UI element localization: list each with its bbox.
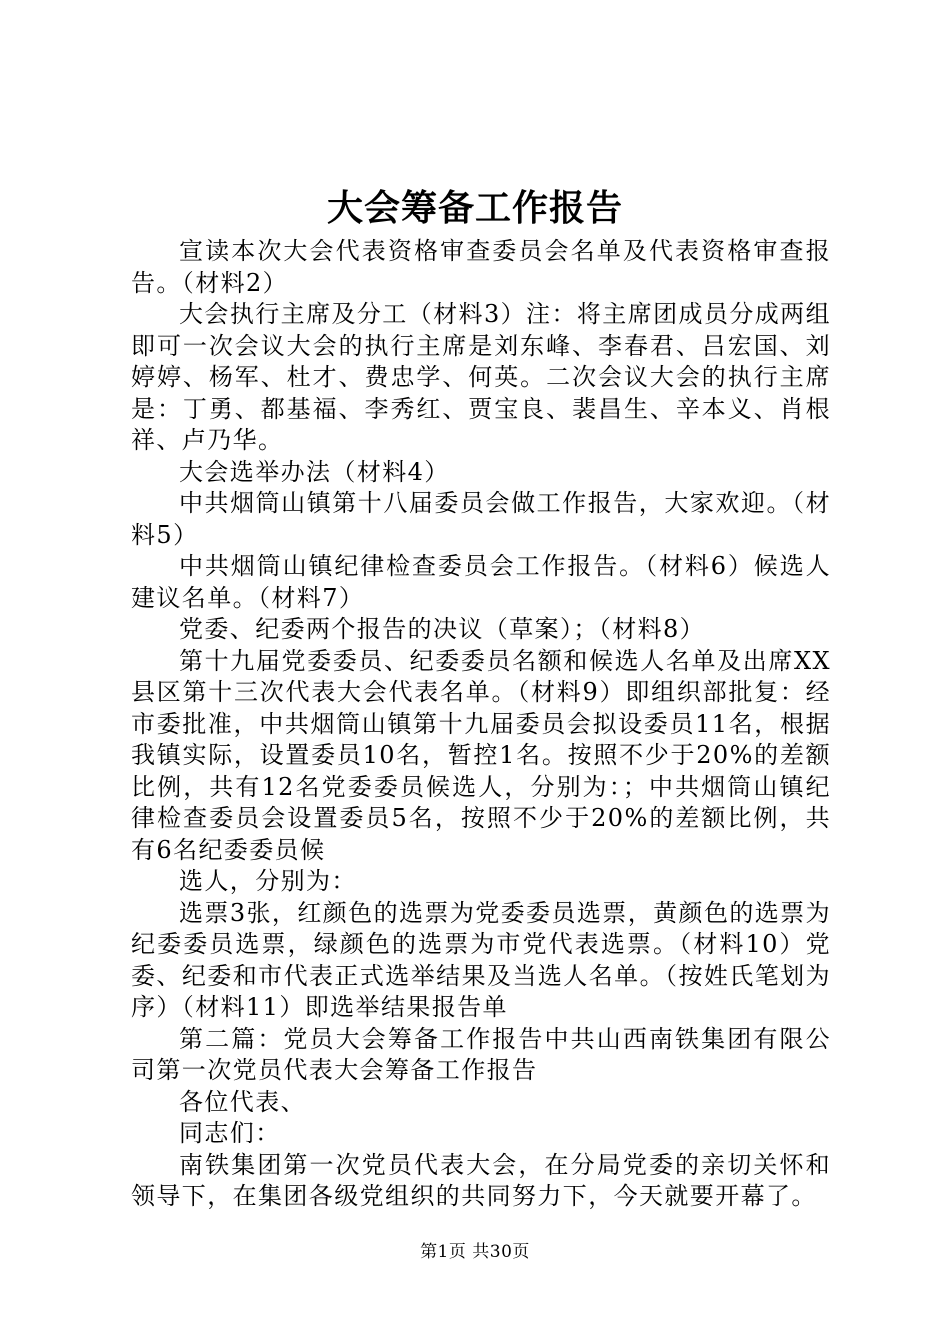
paragraph: 各位代表、: [179, 1087, 306, 1116]
paragraph: 第十九届党委委员、纪委委员名额和候选人名单及出席XX县区第十三次代表大会代表名单。（材料9）即组织部批复：经市委批准，中共烟筒山镇第十九届委员会拟设委员11名，根据我镇实际，设置委员10名，暂控1名。按照不少于20%的差额比例，共有12名党委委员候选人，分别为：；中共烟筒山镇纪律检查委员会设置委员5名，按照不少于20%的差额比例，共有6名纪委委员候: [131, 646, 831, 864]
paragraph: 党委、纪委两个报告的决议（草案）；（材料8）: [179, 615, 706, 643]
paragraph: 南铁集团第一次党员代表大会，在分局党委的亲切关怀和领导下，在集团各级党组织的共同努力下，今天就要开幕了。: [131, 1150, 831, 1210]
paragraph: 选票3张，红颜色的选票为党委委员选票，黄颜色的选票为纪委委员选票，绿颜色的选票为市党代表选票。（材料10）党委、纪委和市代表正式选举结果及当选人名单。（按姓氏笔划为序）（材料11）即选举结果报告单: [131, 898, 831, 1021]
page-footer: 第1页 共30页: [420, 1242, 530, 1262]
paragraph: 中共烟筒山镇第十八届委员会做工作报告，大家欢迎。（材料5）: [131, 489, 831, 549]
paragraph: 大会执行主席及分工（材料3）注：将主席团成员分成两组即可一次会议大会的执行主席是刘东峰、李春君、吕宏国、刘婷婷、杨军、杜才、费忠学、何英。二次会议大会的执行主席是：丁勇、都基福、李秀红、贾宝良、裴昌生、辛本义、肖根祥、卢乃华。: [131, 300, 831, 454]
document-body: [131, 236, 831, 1213]
document-title: 大会筹备工作报告: [326, 187, 623, 229]
paragraph: 大会选举办法（材料4）: [179, 457, 450, 486]
paragraph: 同志们：: [179, 1119, 281, 1147]
paragraph: 宣读本次大会代表资格审查委员会名单及代表资格审查报告。（材料2）: [131, 237, 831, 297]
paragraph: 第二篇：党员大会筹备工作报告中共山西南铁集团有限公司第一次党员代表大会筹备工作报告: [131, 1024, 831, 1084]
paragraph: 选人，分别为：: [179, 867, 357, 895]
paragraph: 中共烟筒山镇纪律检查委员会工作报告。（材料6）候选人建议名单。（材料7）: [131, 552, 831, 612]
